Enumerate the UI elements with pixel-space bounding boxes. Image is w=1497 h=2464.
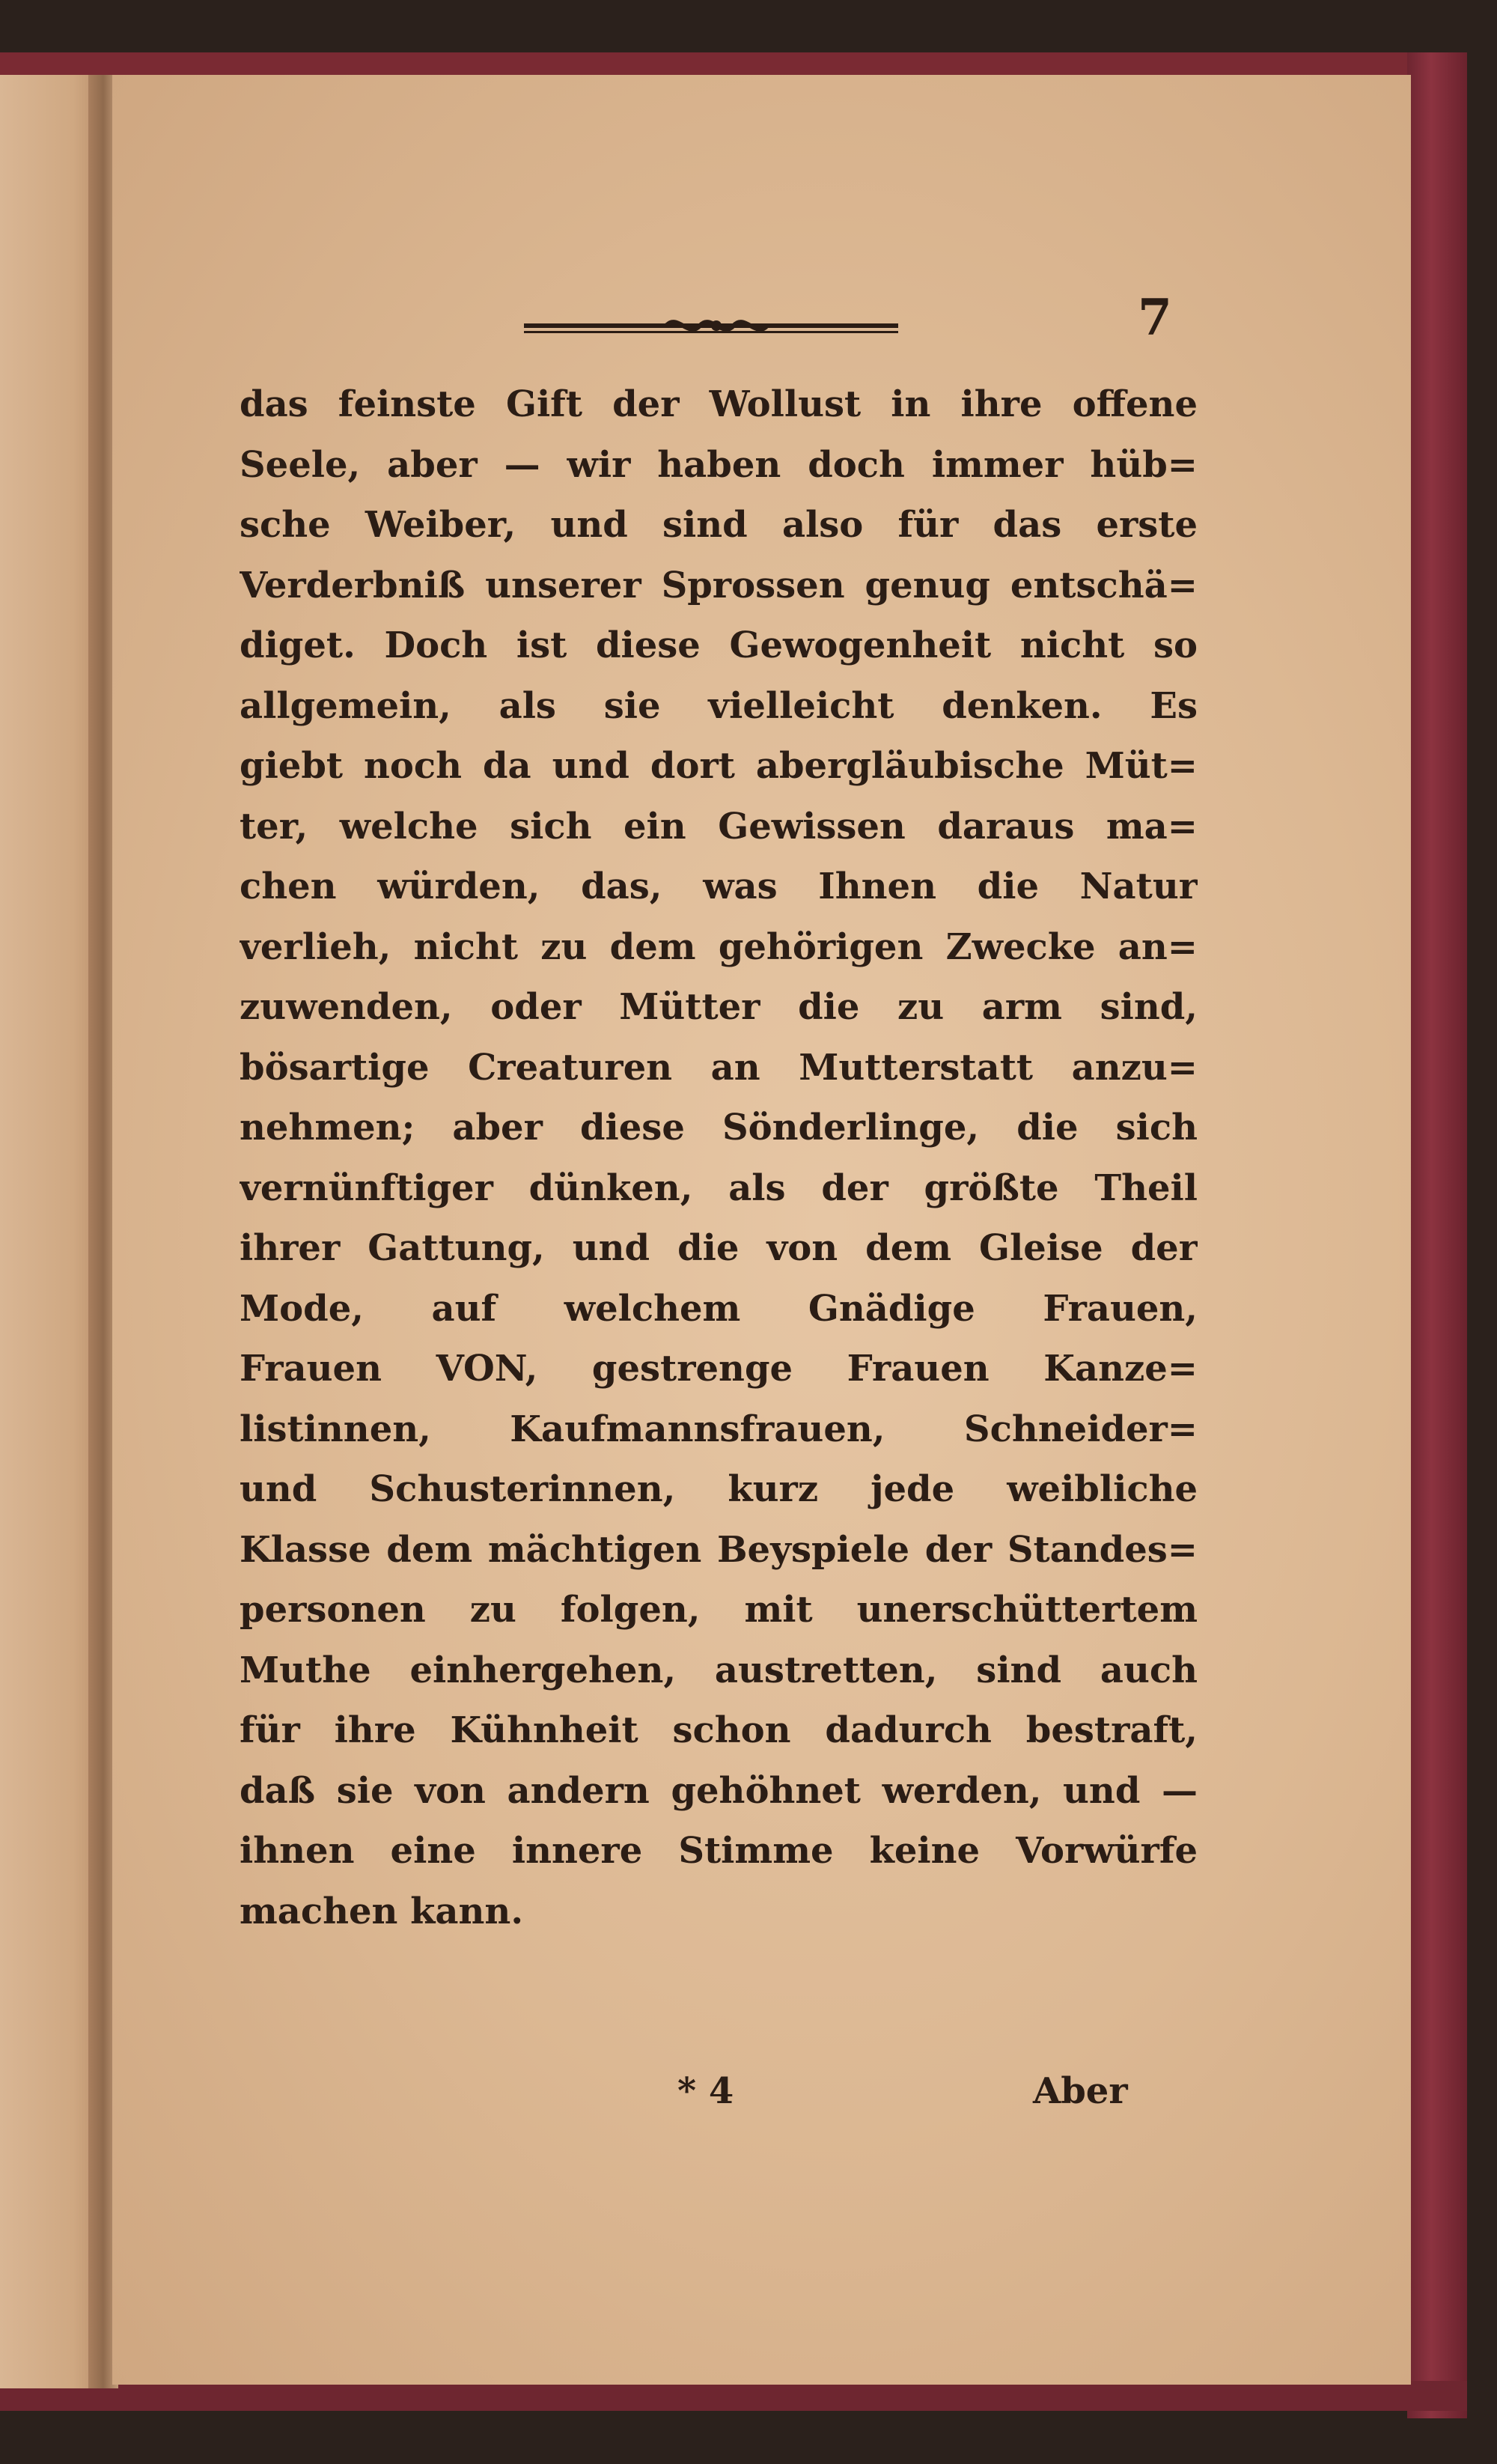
text-line: zuwenden, oder Mütter die zu arm sind, [240,986,1198,1028]
page-number: 7 [1138,288,1172,347]
signature-mark: * 4 [677,2070,734,2112]
cover-edge-bottom [0,2381,1467,2411]
text-line: ihrer Gattung, und die von dem Gleise der [240,1227,1198,1269]
text-line: Klasse dem mächtigen Beyspiele der Standes= [240,1528,1198,1571]
text-line: Frauen VON, gestrenge Frauen Kanze= [240,1348,1198,1390]
text-line: Seele, aber — wir haben doch immer hüb= [240,443,1198,486]
text-line: sche Weiber, und sind also für das erste [240,504,1198,546]
text-line: bösartige Creaturen an Mutterstatt anzu= [240,1046,1198,1089]
catchword: Aber [1033,2070,1128,2112]
text-line: ter, welche sich ein Gewissen daraus ma= [240,805,1198,848]
text-line: personen zu folgen, mit unerschüttertem [240,1589,1198,1631]
text-line: und Schusterinnen, kurz jede weibliche [240,1468,1198,1510]
text-line: daß sie von andern gehöhnet werden, und — [240,1769,1198,1812]
body-text [240,374,1198,1941]
text-line: vernünftiger dünken, als der größte Theil [240,1166,1198,1209]
text-line: Muthe einhergehen, austretten, sind auch [240,1649,1198,1691]
text-line: verlieh, nicht zu dem gehörigen Zwecke an= [240,925,1198,968]
text-line: Verderbniß unserer Sprossen genug entschä= [240,564,1198,606]
cover-edge-right [1407,52,1467,2418]
text-line: nehmen; aber diese Sönderlinge, die sich [240,1107,1198,1149]
text-line: für ihre Kühnheit schon dadurch bestraft, [240,1709,1198,1751]
header-ornament-icon [524,313,898,340]
text-line: giebt noch da und dort abergläubische Müt= [240,745,1198,787]
text-line: Mode, auf welchem Gnädige Frauen, [240,1287,1198,1330]
text-line: allgemein, als sie vielleicht denken. Es [240,684,1198,727]
text-line: listinnen, Kaufmannsfrauen, Schneider= [240,1408,1198,1450]
text-line: ihnen eine innere Stimme keine Vorwürfe [240,1830,1198,1872]
text-line: diget. Doch ist diese Gewogenheit nicht so [240,624,1198,666]
text-line: das feinste Gift der Wollust in ihre offene [240,383,1198,425]
text-line: chen würden, das, was Ihnen die Natur [240,866,1198,907]
text-line: machen kann. [240,1890,524,1932]
